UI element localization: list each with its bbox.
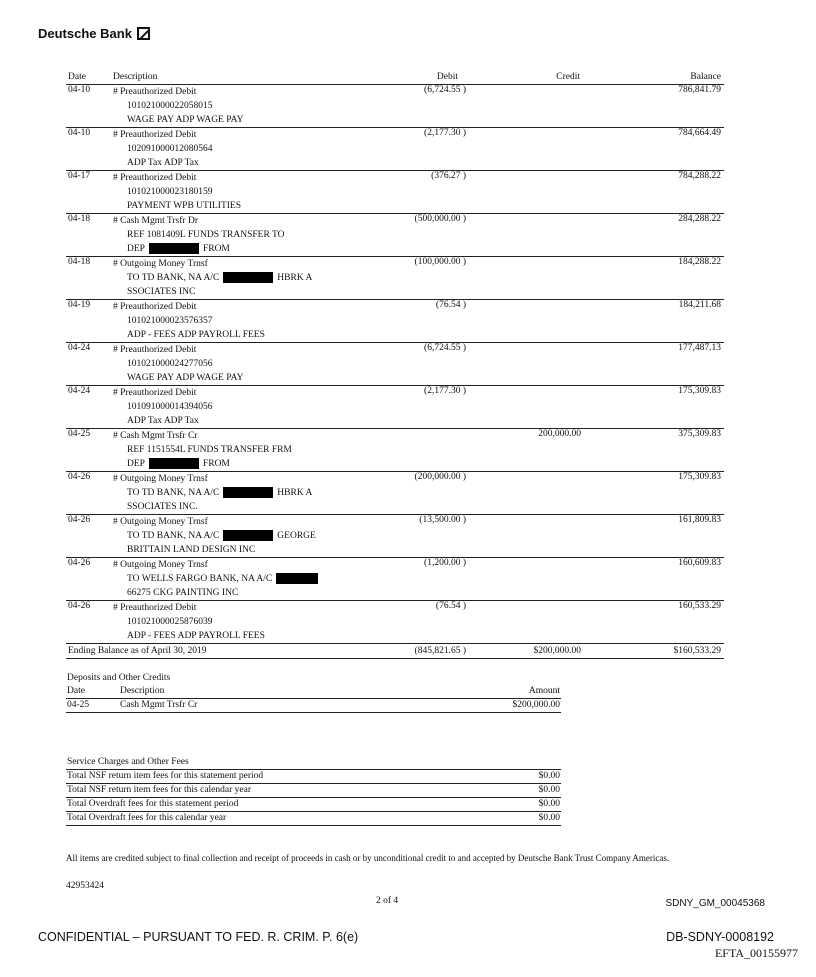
- description-line: [113, 529, 724, 543]
- description-line: ADP Tax ADP Tax: [127, 158, 199, 168]
- fee-label: Total NSF return item fees for this statement period: [67, 771, 264, 781]
- transaction-balance: 160,533.29: [678, 601, 721, 611]
- description-line: # Preauthorized Debit: [113, 345, 197, 355]
- redaction-bar: [276, 573, 318, 584]
- transaction-balance: 175,309.83: [678, 386, 721, 396]
- transaction-row: [66, 558, 724, 601]
- description-text: HBRK A: [277, 488, 313, 498]
- transaction-balance: 177,487.13: [678, 343, 721, 353]
- deposit-amount: $200,000.00: [512, 700, 560, 710]
- transaction-row: [66, 386, 724, 429]
- deposits-header: [66, 685, 561, 699]
- fee-label: Total Overdraft fees for this statement period: [67, 799, 239, 809]
- bank-logo: [38, 26, 150, 41]
- bank-name: Deutsche Bank: [38, 26, 132, 41]
- fees-section: [66, 756, 561, 826]
- transaction-balance: 786,841.79: [678, 85, 721, 95]
- description-text: FROM: [202, 244, 230, 254]
- col-credit: Credit: [556, 72, 580, 82]
- transaction-description: [113, 300, 724, 342]
- description-line: 101021000025876039: [127, 617, 213, 627]
- description-line: [113, 271, 724, 285]
- fee-amount: $0.00: [538, 771, 560, 781]
- description-text: TO TD BANK, NA A/C: [127, 488, 220, 498]
- transaction-date: 04-26: [68, 472, 91, 482]
- redaction-bar: [223, 487, 273, 498]
- description-line: [113, 486, 724, 500]
- description-line: SSOCIATES INC: [127, 287, 196, 297]
- transaction-balance: 160,609.83: [678, 558, 721, 568]
- deposits-title: Deposits and Other Credits: [67, 673, 171, 683]
- account-code: 42953424: [66, 881, 104, 891]
- description-text: DEP: [127, 244, 145, 254]
- transaction-row: [66, 601, 724, 644]
- description-line: PAYMENT WPB UTILITIES: [127, 201, 242, 211]
- confidential-notice: CONFIDENTIAL – PURSUANT TO FED. R. CRIM. P. 6(e): [38, 930, 359, 944]
- description-line: REF 1081409L FUNDS TRANSFER TO: [127, 230, 285, 240]
- fee-amount: $0.00: [538, 785, 560, 795]
- deposit-description: Cash Mgmt Trsfr Cr: [120, 700, 198, 710]
- transaction-description: [113, 386, 724, 428]
- description-line: # Cash Mgmt Trsfr Cr: [113, 431, 198, 441]
- transaction-debit: (100,000.00 ): [414, 257, 466, 267]
- ending-balance-row: [66, 644, 724, 659]
- col-debit: Debit: [436, 72, 458, 82]
- transaction-description: [113, 558, 724, 600]
- description-line: REF 1151554L FUNDS TRANSFER FRM: [127, 445, 292, 455]
- transaction-row: [66, 429, 724, 472]
- bates-number-db-sdny: DB-SDNY-0008192: [666, 930, 774, 944]
- transaction-debit: (1,200.00 ): [424, 558, 466, 568]
- deposits-row: [66, 699, 561, 713]
- description-text: FROM: [202, 459, 230, 469]
- description-line: 66275 CKG PAINTING INC: [127, 588, 239, 598]
- transaction-date: 04-19: [68, 300, 91, 310]
- description-text: TO TD BANK, NA A/C: [127, 273, 220, 283]
- fee-amount: $0.00: [538, 799, 560, 809]
- description-line: # Outgoing Money Trnsf: [113, 517, 208, 527]
- fee-label: Total Overdraft fees for this calendar year: [67, 813, 227, 823]
- transaction-row: [66, 128, 724, 171]
- transaction-row: [66, 214, 724, 257]
- transaction-row: [66, 171, 724, 214]
- description-line: WAGE PAY ADP WAGE PAY: [127, 115, 244, 125]
- description-line: ADP - FEES ADP PAYROLL FEES: [127, 330, 265, 340]
- description-line: # Outgoing Money Trnsf: [113, 259, 208, 269]
- description-line: # Preauthorized Debit: [113, 87, 197, 97]
- transaction-description: [113, 429, 724, 471]
- disclaimer: All items are credited subject to final collection and receipt of proceeds in cash or by unconditional credit to and accepted by Deutsche Bank Trust Company Americas.: [66, 853, 670, 863]
- description-line: [113, 457, 724, 471]
- transaction-balance: 784,288.22: [678, 171, 721, 181]
- description-line: WAGE PAY ADP WAGE PAY: [127, 373, 244, 383]
- description-line: # Preauthorized Debit: [113, 388, 197, 398]
- fee-row: [66, 812, 561, 826]
- transaction-row: [66, 257, 724, 300]
- deposits-title-row: [66, 672, 561, 685]
- fee-amount: $0.00: [538, 813, 560, 823]
- transaction-date: 04-17: [68, 171, 91, 181]
- description-line: BRITTAIN LAND DESIGN INC: [127, 545, 256, 555]
- transaction-description: [113, 601, 724, 643]
- description-line: [113, 242, 724, 256]
- description-line: [113, 572, 724, 586]
- bates-number-sdny-gm: SDNY_GM_00045368: [665, 898, 765, 909]
- transactions-body: [66, 85, 724, 644]
- transaction-debit: (2,177.30 ): [424, 128, 466, 138]
- redaction-bar: [149, 458, 199, 469]
- redaction-bar: [223, 272, 273, 283]
- description-line: 101021000023576357: [127, 316, 213, 326]
- description-line: 101021000024277056: [127, 359, 213, 369]
- transaction-description: [113, 85, 724, 127]
- description-line: # Cash Mgmt Trsfr Dr: [113, 216, 198, 226]
- transaction-debit: (2,177.30 ): [424, 386, 466, 396]
- deposit-date: 04-25: [67, 700, 90, 710]
- fees-title: Service Charges and Other Fees: [67, 757, 189, 767]
- transaction-debit: (76.54 ): [435, 601, 466, 611]
- transaction-description: [113, 128, 724, 170]
- col-date: Date: [68, 72, 86, 82]
- transaction-row: [66, 343, 724, 386]
- bates-number-efta: EFTA_00155977: [714, 946, 798, 960]
- transaction-description: [113, 343, 724, 385]
- fee-label: Total NSF return item fees for this calendar year: [67, 785, 251, 795]
- description-line: # Preauthorized Debit: [113, 173, 197, 183]
- page-number: 2 of 4: [376, 896, 399, 906]
- description-text: TO TD BANK, NA A/C: [127, 531, 220, 541]
- transaction-credit: 200,000.00: [538, 429, 581, 439]
- fees-title-row: [66, 756, 561, 770]
- description-line: # Preauthorized Debit: [113, 130, 197, 140]
- redaction-bar: [223, 530, 273, 541]
- transaction-balance: 784,664.49: [678, 128, 721, 138]
- description-text: DEP: [127, 459, 145, 469]
- ending-credit: $200,000.00: [533, 646, 581, 656]
- transaction-debit: (6,724.55 ): [424, 343, 466, 353]
- description-line: ADP Tax ADP Tax: [127, 416, 199, 426]
- transaction-debit: (500,000.00 ): [414, 214, 466, 224]
- description-line: 101091000014394056: [127, 402, 213, 412]
- description-text: HBRK A: [277, 273, 313, 283]
- transaction-date: 04-18: [68, 214, 91, 224]
- transaction-row: [66, 85, 724, 128]
- transaction-date: 04-10: [68, 85, 91, 95]
- transaction-date: 04-24: [68, 343, 91, 353]
- transaction-date: 04-18: [68, 257, 91, 267]
- description-line: SSOCIATES INC.: [127, 502, 198, 512]
- transactions-header: [66, 72, 724, 85]
- transaction-debit: (200,000.00 ): [414, 472, 466, 482]
- transaction-balance: 284,288.22: [678, 214, 721, 224]
- description-line: # Outgoing Money Trnsf: [113, 560, 208, 570]
- redaction-bar: [149, 243, 199, 254]
- ending-balance: $160,533.29: [673, 646, 721, 656]
- description-line: # Preauthorized Debit: [113, 302, 197, 312]
- description-text: GEORGE: [277, 531, 316, 541]
- deutsche-bank-slash-icon: [137, 27, 150, 40]
- transaction-balance: 161,809.83: [678, 515, 721, 525]
- transaction-date: 04-26: [68, 601, 91, 611]
- fee-row: [66, 784, 561, 798]
- ending-debit: (845,821.65 ): [414, 646, 466, 656]
- transaction-date: 04-25: [68, 429, 91, 439]
- transaction-date: 04-26: [68, 515, 91, 525]
- transaction-debit: (376.27 ): [431, 171, 466, 181]
- transaction-balance: 175,309.83: [678, 472, 721, 482]
- description-line: 101021000023180159: [127, 187, 213, 197]
- description-line: # Preauthorized Debit: [113, 603, 197, 613]
- transaction-date: 04-10: [68, 128, 91, 138]
- col-description: Description: [113, 72, 158, 82]
- description-text: TO WELLS FARGO BANK, NA A/C: [127, 574, 273, 584]
- transaction-description: [113, 171, 724, 213]
- transaction-debit: (13,500.00 ): [419, 515, 466, 525]
- transaction-date: 04-26: [68, 558, 91, 568]
- transaction-balance: 184,288.22: [678, 257, 721, 267]
- transaction-debit: (6,724.55 ): [424, 85, 466, 95]
- deposits-col-description: Description: [120, 686, 165, 696]
- description-line: # Outgoing Money Trnsf: [113, 474, 208, 484]
- transaction-date: 04-24: [68, 386, 91, 396]
- transaction-balance: 375,309.83: [678, 429, 721, 439]
- deposits-col-amount: Amount: [528, 686, 560, 696]
- transaction-row: [66, 472, 724, 515]
- transaction-debit: (76.54 ): [435, 300, 466, 310]
- transactions-table: [66, 72, 724, 659]
- fee-row: [66, 798, 561, 812]
- transaction-row: [66, 300, 724, 343]
- deposits-section: [66, 672, 561, 713]
- description-line: ADP - FEES ADP PAYROLL FEES: [127, 631, 265, 641]
- deposits-col-date: Date: [67, 686, 85, 696]
- transaction-balance: 184,211.68: [678, 300, 721, 310]
- transaction-row: [66, 515, 724, 558]
- col-balance: Balance: [690, 72, 721, 82]
- description-line: 102091000012080564: [127, 144, 213, 154]
- ending-label: Ending Balance as of April 30, 2019: [68, 646, 207, 656]
- description-line: 101021000022058015: [127, 101, 213, 111]
- fee-row: [66, 770, 561, 784]
